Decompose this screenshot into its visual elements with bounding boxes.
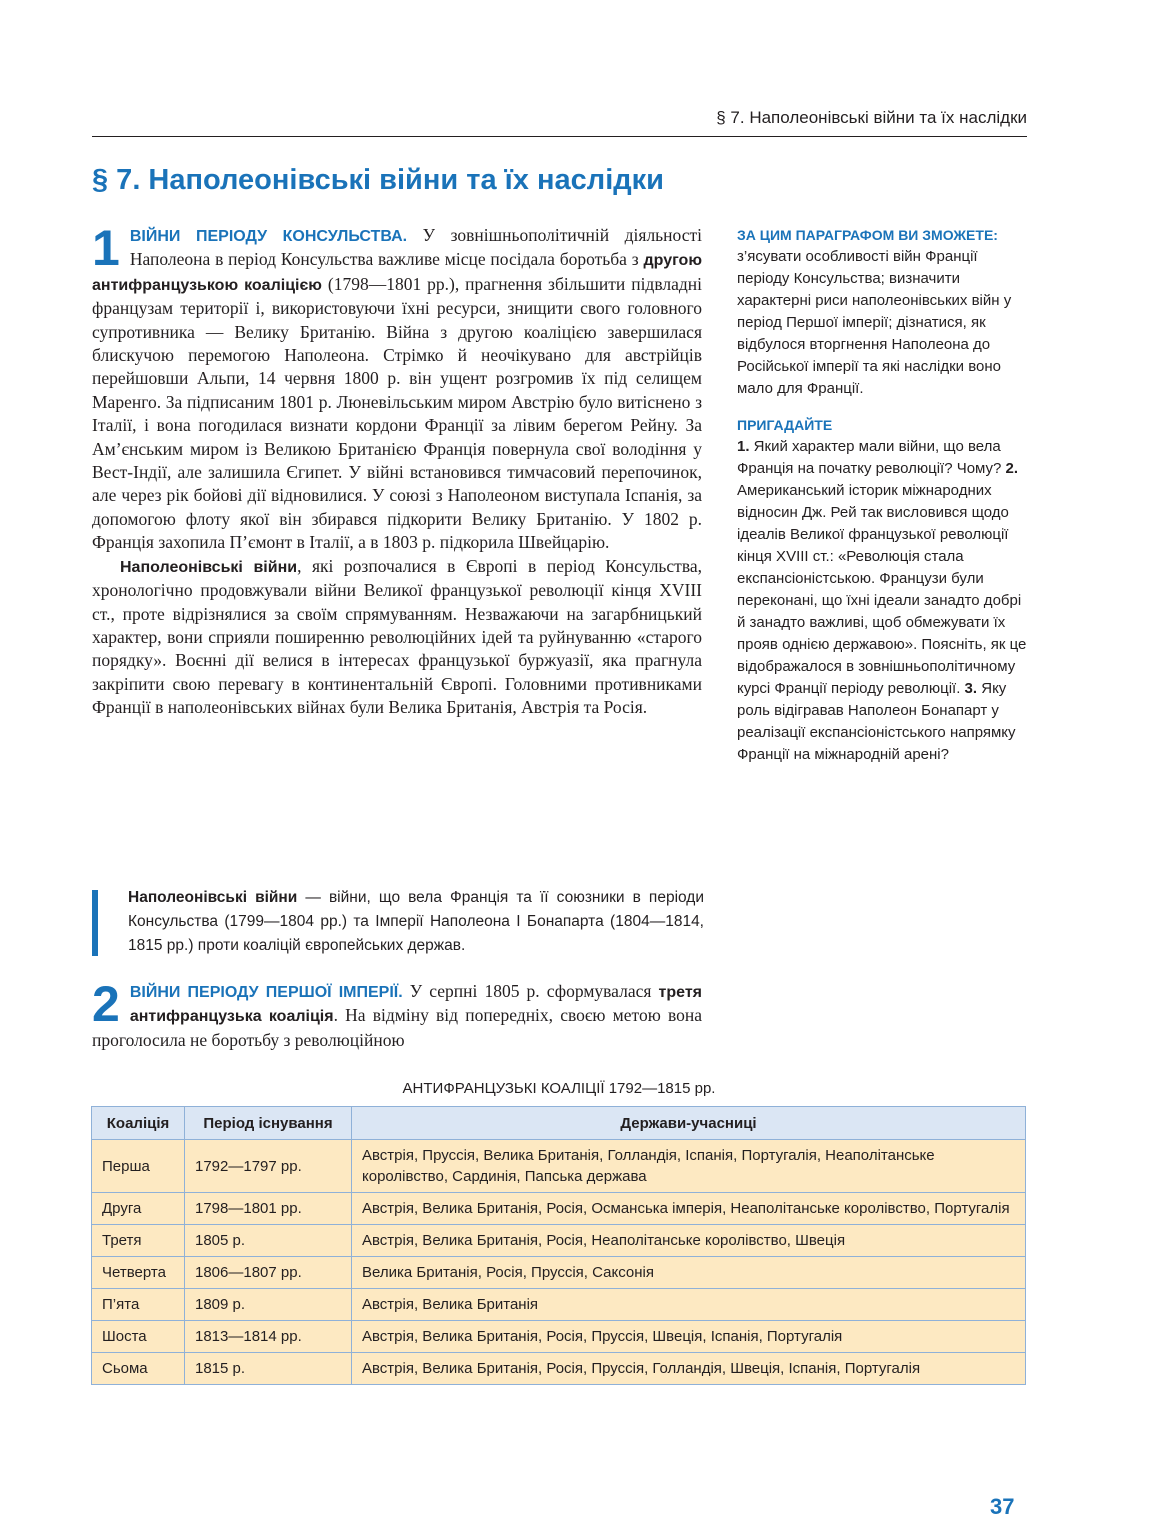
page-title: § 7. Наполеонівські війни та їх наслідки (92, 164, 664, 196)
goals-text: з’ясувати особливості війн Франції періоду Консульства; визначити характерні риси наполеонівських війн у період Першої імперії; дізнатися, як відбулося вторгнення Наполеона до Російської імперії та які наслідки воно мало для Франції. (737, 248, 1012, 397)
goals-heading: ЗА ЦИМ ПАРАГРАФОМ ВИ ЗМОЖЕТЕ: (737, 227, 998, 243)
coalition-cell: Третя (92, 1225, 185, 1257)
definition-term: Наполеонівські війни (128, 889, 298, 906)
members-cell: Австрія, Велика Британія, Росія, Неаполітанське королівство, Швеція (352, 1225, 1026, 1257)
bold-term: третя антифранцузька коаліція (129, 984, 702, 1026)
period-cell: 1813—1814 рр. (185, 1321, 352, 1353)
paragraph-text: . На відміну від попередніх, своєю метою вона проголосила не боротьбу з революційною (92, 1005, 702, 1050)
column-header: Період існування (185, 1107, 352, 1140)
paragraph-text: У серпні 1805 р. сформувалася (402, 981, 659, 1001)
definition-bar (92, 890, 98, 956)
page-number: 37 (990, 1494, 1015, 1519)
table-row (92, 1257, 1026, 1289)
period-cell: 1805 р. (185, 1225, 352, 1257)
section-heading: ВІЙНИ ПЕРІОДУ ПЕРШОЇ ІМПЕРІЇ. (129, 984, 403, 1001)
column-header: Коаліція (92, 1107, 185, 1140)
period-cell: 1798—1801 рр. (185, 1193, 352, 1225)
table-header-row (92, 1107, 1026, 1140)
bold-term: другою антифранцузькою коаліцією (92, 252, 702, 294)
paragraph-text: , які розпочалися в Європі в період Консульства, хронологічно продовжували війни Великої французької революції кінця XVIII ст., проте відрізнялися за своїм спрямуванням. Незважаючи на загарбницький характер, вони сприяли поширенню революційних ідей та руйнуванню «старого порядку». Воєнні дії велися в інтересах французької буржуазії, яка прагнула закріпити свою перевагу в континентальній Європі. Головними противниками Франції в наполеонівських війнах були Велика Британія, Австрія та Росія. (92, 555, 702, 718)
question-text: Який характер мали війни, що вела Франція на початку революції? Чому? (737, 438, 1002, 477)
question-text: Американський історик міжнародних відносин Дж. Рей так висловився щодо ідеалів Великої французької революції кінця XVIII ст.: «Революція стала експансіоністською. Французи були переконані, що їхні ідеали занадто добрі й занадто важливі, щоб обмежувати їх прояв однією державою». Поясніть, як це відображалося в зовнішньополітичному курсі Франції періоду революції. (737, 482, 1027, 697)
period-cell: 1792—1797 рр. (185, 1140, 352, 1193)
running-header: § 7. Наполеонівські війни та їх наслідки (92, 108, 1027, 137)
question-number: 2. (1005, 460, 1019, 477)
members-cell: Велика Британія, Росія, Пруссія, Саксонія (352, 1257, 1026, 1289)
paragraph-text: (1798—1801 рр.), прагнення збільшити підвладні французам території і, використовуючи їхні ресурси, знищити свого головного супротивника — Велику Британію. Війна з другою коаліцією завершилася блискучою перемогою Наполеона. Стрімко й неочікувано для австрійців перейшовши Альпи, 14 червня 1800 р. він ущент розгромив їх під селищем Маренго. За підписаним 1801 р. Люневільським миром Австрію було витіснено з Італії, і вона погодилася визнати кордони Франції за лівим берегом Рейну. За Ам’єнським миром із Великою Британією Франція повернула свої володіння у Вест-Індії, але залишила Єгипет. У війні встановився тимчасовий перепочинок, але через рік бойові дії відновилися. У союзі з Наполеоном виступала Іспанія, за допомогою флоту якої він збирався підкорити Велику Британію. У 1802 р. Франція захопила П’ємонт в Італії, а в 1803 р. підкорила Швейцарію. (92, 273, 702, 553)
column-header: Держави-учасниці (352, 1107, 1026, 1140)
table-row (92, 1193, 1026, 1225)
section-number: 1 (92, 220, 120, 276)
table-row (92, 1289, 1026, 1321)
table-caption: АНТИФРАНЦУЗЬКІ КОАЛІЦІЇ 1792—1815 рр. (402, 1080, 716, 1097)
section-1 (92, 220, 702, 720)
table-row (92, 1140, 1026, 1193)
period-cell: 1809 р. (185, 1289, 352, 1321)
paragraph-text: У зовнішньополітичній діяльності Наполеона в період Консульства важливе місце посідала боротьба з (129, 225, 702, 270)
definition-text: — війни, що вела Франція та її союзники в періоди Консульства (1799—1804 рр.) та Імперії Наполеона I Бонапарта (1804—1814, 1815 рр.) проти коаліцій європейських держав. (128, 889, 704, 954)
coalition-cell: Сьома (92, 1353, 185, 1385)
members-cell: Австрія, Пруссія, Велика Британія, Голландія, Іспанія, Португалія, Неаполітанське королівство, Сардинія, Папська держава (352, 1140, 1026, 1193)
table-row (92, 1321, 1026, 1353)
coalition-cell: Четверта (92, 1257, 185, 1289)
sidebar (737, 224, 1029, 766)
section-heading: ВІЙНИ ПЕРІОДУ КОНСУЛЬСТВА. (129, 228, 408, 245)
section-2 (92, 976, 702, 1052)
members-cell: Австрія, Велика Британія (352, 1289, 1026, 1321)
coalitions-table (91, 1106, 1026, 1385)
question-number: 1. (737, 438, 750, 455)
table-row (92, 1225, 1026, 1257)
question-number: 3. (964, 680, 978, 697)
period-cell: 1806—1807 рр. (185, 1257, 352, 1289)
table-row (92, 1353, 1026, 1385)
recall-heading: ПРИГАДАЙТЕ (737, 417, 833, 433)
members-cell: Австрія, Велика Британія, Росія, Пруссія, Голландія, Швеція, Іспанія, Португалія (352, 1353, 1026, 1385)
bold-term: Наполеонівські війни (120, 558, 298, 576)
coalition-cell: П’ята (92, 1289, 185, 1321)
period-cell: 1815 р. (185, 1353, 352, 1385)
members-cell: Австрія, Велика Британія, Росія, Пруссія, Швеція, Іспанія, Португалія (352, 1321, 1026, 1353)
definition-box (92, 886, 704, 958)
coalition-cell: Друга (92, 1193, 185, 1225)
coalition-cell: Перша (92, 1140, 185, 1193)
question-text: Яку роль відігравав Наполеон Бонапарт у реалізації експансіоністського напрямку Франції на міжнародній арені? (737, 680, 1016, 763)
members-cell: Австрія, Велика Британія, Росія, Османська імперія, Неаполітанське королівство, Португалія (352, 1193, 1026, 1225)
section-number: 2 (92, 976, 120, 1032)
coalition-cell: Шоста (92, 1321, 185, 1353)
recall-questions (737, 436, 1029, 766)
